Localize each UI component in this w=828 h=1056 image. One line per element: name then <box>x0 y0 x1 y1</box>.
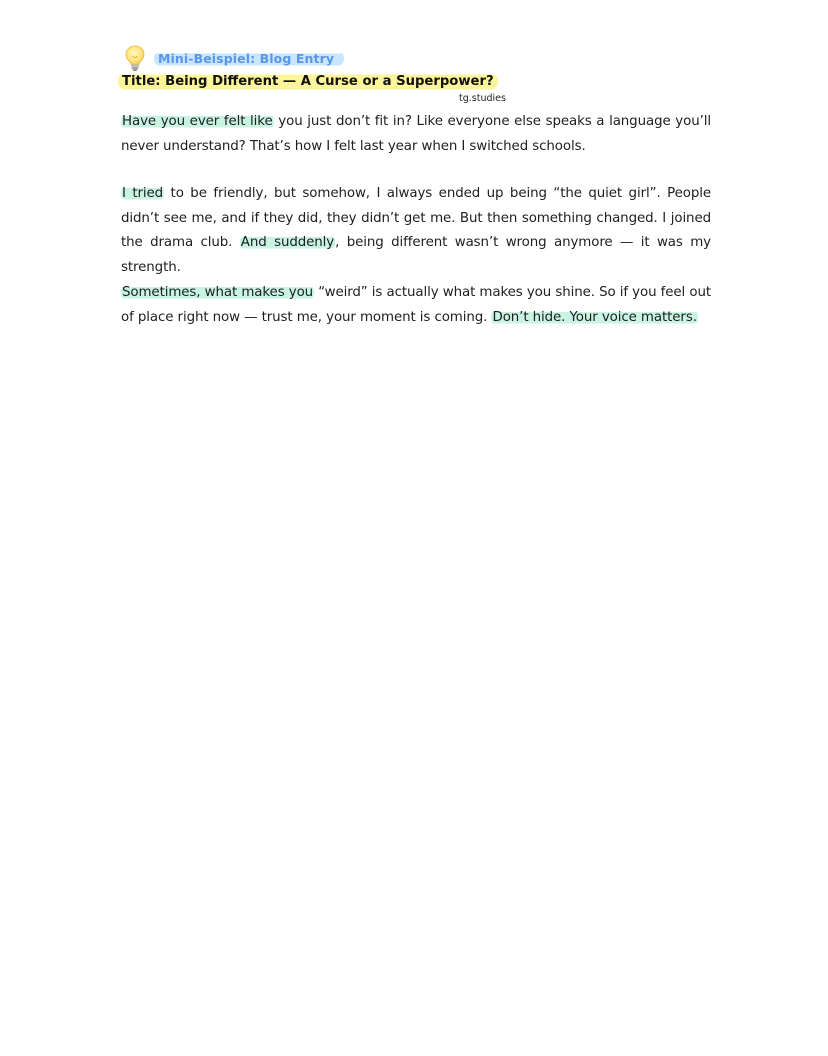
highlighted-text: Sometimes, what makes you <box>122 285 314 300</box>
blog-title: Title: Being Different — A Curse or a Superpower? <box>118 73 498 90</box>
paragraph-1 <box>121 110 711 159</box>
watermark-text: tg.studies <box>459 93 506 104</box>
paragraph-text: to be friendly, but somehow, I always ended up being “the quiet girl”. People didn’t see me, and if they did, they didn’t get me. But then something changed. I joined the drama club. <box>121 186 711 250</box>
highlighted-text: Have you ever felt like <box>122 114 273 129</box>
paragraph-text: , being different wasn’t wrong anymore — it was my strength. <box>121 235 711 275</box>
paragraph-text: “weird” is actually what makes you shine. So if you feel out of place right now — trust me, your moment is coming. <box>121 285 711 325</box>
paragraph-3 <box>121 281 711 330</box>
example-header <box>122 44 344 72</box>
highlighted-text: Don’t hide. Your voice matters. <box>492 309 697 325</box>
lightbulb-icon <box>122 44 148 72</box>
paragraph-2 <box>121 182 711 280</box>
highlighted-text: And suddenly <box>240 235 335 250</box>
highlighted-text: I tried <box>122 186 164 201</box>
paragraph-text: you just don’t fit in? Like everyone else speaks a language you’ll never understand? That’s how I felt last year when I switched schools. <box>121 114 711 154</box>
example-label: Mini-Beispiel: Blog Entry <box>154 50 344 67</box>
